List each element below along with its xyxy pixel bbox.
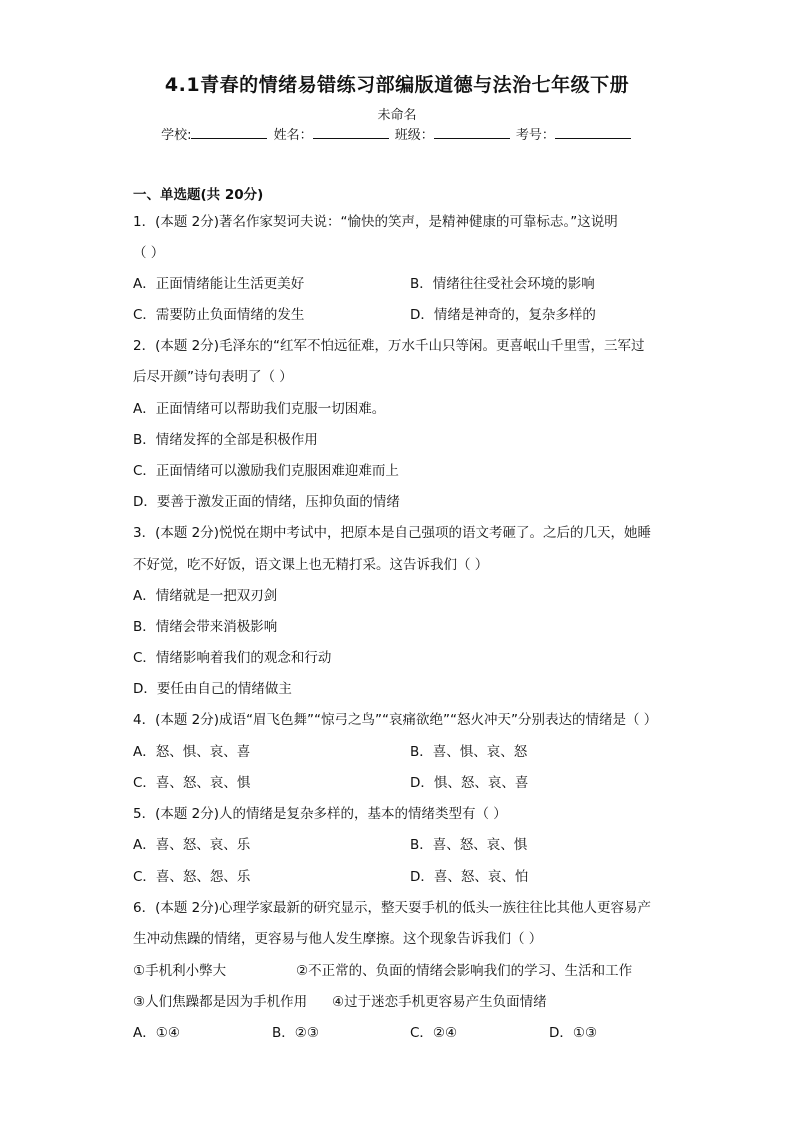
question-1-option-c: C．需要防止负面情绪的发生 [133, 307, 305, 323]
question-6-stem-line-1: 6．(本题 2分)心理学家最新的研究显示，整天耍手机的低头一族往往比其他人更容易产 [133, 900, 652, 916]
question-3-stem-line-1: 3．(本题 2分)悦悦在期中考试中，把原本是自己强项的语文考砸了。之后的几天，她睡 [133, 525, 652, 541]
question-6-option-a: A．①④ [133, 1025, 180, 1041]
class-label: 班级： [394, 128, 434, 143]
exam-number-blank[interactable] [555, 126, 631, 139]
question-3-stem-line-2: 不好觉，吃不好饭，语文课上也无精打采。这告诉我们（ ） [133, 557, 489, 573]
question-6-statement-3: ③人们焦躁都是因为手机作用 [133, 994, 308, 1010]
page-subtitle: 未命名 [377, 108, 417, 123]
question-2-option-d: D．要善于激发正面的情绪，压抑负面的情绪 [133, 494, 400, 510]
question-1-option-b: B．情绪往往受社会环境的影响 [410, 276, 595, 292]
school-label: 学校: [161, 128, 192, 143]
question-6-stem-line-2: 生冲动焦躁的情绪，更容易与他人发生摩擦。这个现象告诉我们（ ） [133, 931, 543, 947]
question-1-stem-line-1: 1．(本题 2分)著名作家契诃夫说：“愉快的笑声，是精神健康的可靠标志。”这说明 [133, 214, 618, 230]
question-6-option-d: D．①③ [549, 1025, 598, 1041]
question-2-option-c: C．正面情绪可以激励我们克服困难迎难而上 [133, 463, 399, 479]
question-1-option-a: A．正面情绪能让生活更美好 [133, 276, 305, 292]
question-2-stem-line-1: 2．(本题 2分)毛泽东的“红军不怕远征难，万水千山只等闲。更喜岷山千里雪，三军过 [133, 338, 645, 354]
school-blank[interactable] [191, 126, 267, 139]
question-3-option-d: D．要任由自己的情绪做主 [133, 681, 292, 697]
question-2-option-b: B．情绪发挥的全部是积极作用 [133, 432, 318, 448]
question-1-option-d: D．情绪是神奇的，复杂多样的 [410, 307, 596, 323]
question-6-option-b: B．②③ [272, 1025, 319, 1041]
question-5-option-a: A．喜、怒、哀、乐 [133, 837, 251, 853]
question-6-option-c: C．②④ [410, 1025, 458, 1041]
question-5-option-d: D．喜、怒、哀、怕 [410, 869, 529, 885]
question-6-statement-2: ②不正常的、负面的情绪会影响我们的学习、生活和工作 [296, 963, 633, 979]
question-3-option-a: A．情绪就是一把双刃剑 [133, 588, 278, 604]
question-6-statement-4: ④过于迷恋手机更容易产生负面情绪 [332, 994, 547, 1010]
question-5-stem-line-1: 5．(本题 2分)人的情绪是复杂多样的，基本的情绪类型有（ ） [133, 806, 507, 822]
question-4-option-c: C．喜、怒、哀、惧 [133, 775, 251, 791]
question-3-option-c: C．情绪影响着我们的观念和行动 [133, 650, 332, 666]
question-5-option-c: C．喜、怒、怨、乐 [133, 869, 251, 885]
question-2-stem-line-2: 后尽开颜”诗句表明了（ ） [133, 369, 293, 385]
question-5-option-b: B．喜、怒、哀、惧 [410, 837, 528, 853]
student-info-row [0, 124, 794, 143]
question-4-option-d: D．惧、怒、哀、喜 [410, 775, 529, 791]
question-6-statement-1: ①手机利小弊大 [133, 963, 227, 979]
question-4-stem-line-1: 4．(本题 2分)成语“眉飞色舞”“惊弓之鸟”“哀痛欲绝”“怒火冲天”分别表达的情绪是（ ） [133, 712, 658, 728]
name-label: 姓名： [273, 128, 313, 143]
section-heading: 一、单选题(共 20分) [133, 187, 264, 203]
question-4-option-a: A．怒、惧、哀、喜 [133, 744, 251, 760]
question-2-option-a: A．正面情绪可以帮助我们克服一切困难。 [133, 401, 386, 417]
question-4-option-b: B．喜、惧、哀、怒 [410, 744, 528, 760]
class-blank[interactable] [434, 126, 510, 139]
exam-number-label: 考号： [515, 128, 555, 143]
question-1-stem-line-2: （ ） [133, 245, 165, 261]
name-blank[interactable] [313, 126, 389, 139]
page-title: 4.1青春的情绪易错练习部编版道德与法治七年级下册 [164, 74, 630, 96]
question-3-option-b: B．情绪会带来消极影响 [133, 619, 278, 635]
